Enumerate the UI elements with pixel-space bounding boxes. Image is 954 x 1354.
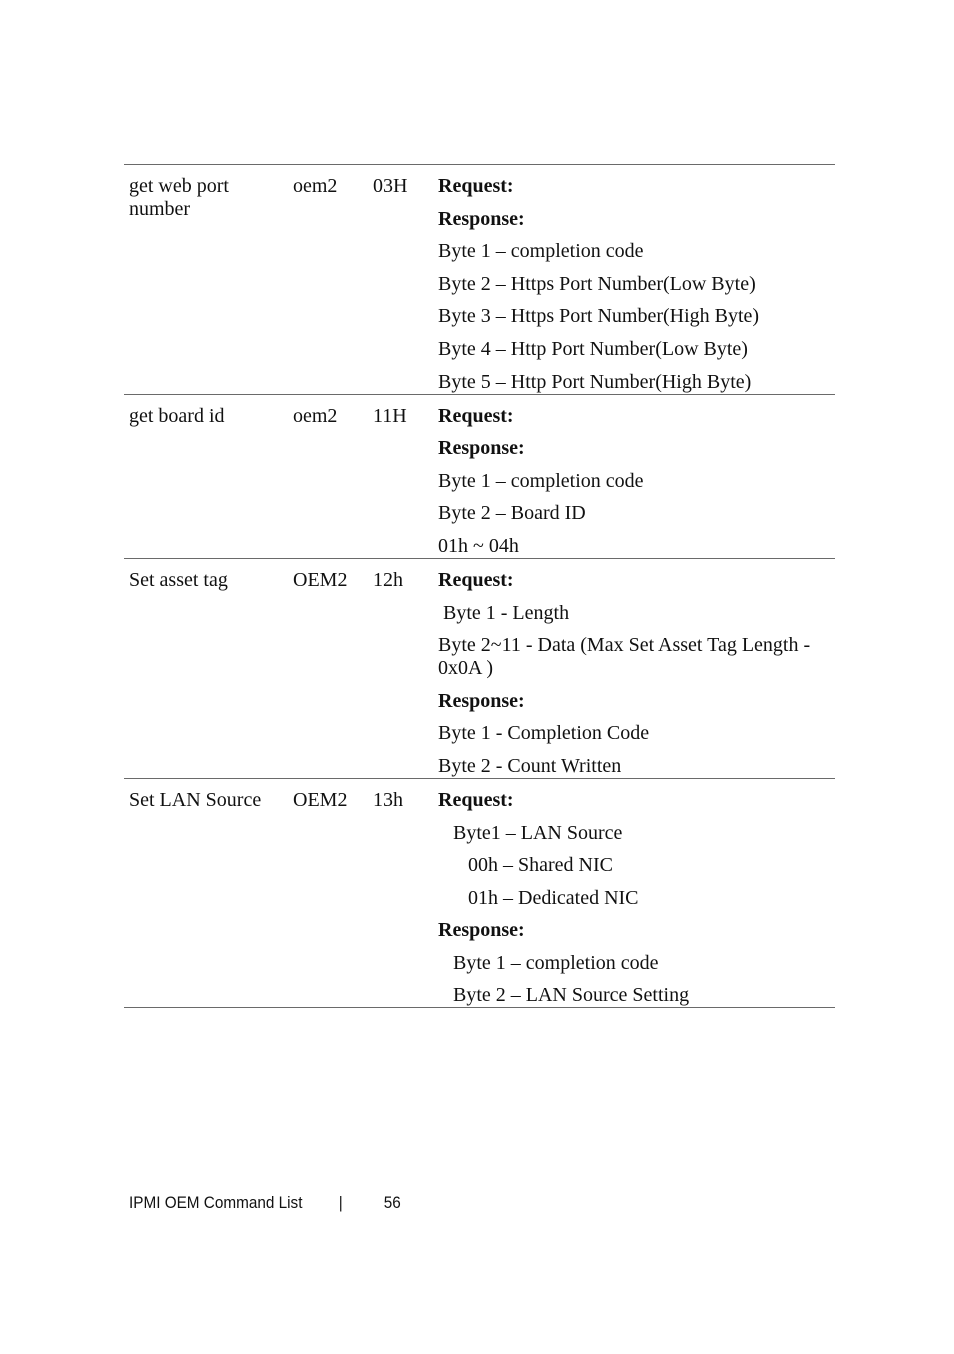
netfn-cell: oem2 xyxy=(293,175,338,197)
command-name: get board id xyxy=(129,404,225,427)
command-table xyxy=(124,164,835,1008)
netfn-cell: oem2 xyxy=(293,404,338,427)
section-heading: Request: xyxy=(438,404,514,427)
description-line: 01h ~ 04h xyxy=(438,534,519,557)
command-code-cell: 11H xyxy=(373,404,407,427)
description-cell xyxy=(438,395,835,558)
command-code-cell: 13h xyxy=(373,788,403,811)
netfn-cell: OEM2 xyxy=(293,788,348,811)
description-line: Byte 5 – Http Port Number(High Byte) xyxy=(438,370,752,393)
description-cell xyxy=(438,559,835,778)
description-line: Byte 1 – completion code xyxy=(438,951,659,974)
description-line: Byte 2~11 - Data (Max Set Asset Tag Length - 0x0A ) xyxy=(438,634,811,680)
description-line: Byte 2 - Count Written xyxy=(438,754,622,777)
description-line: Byte 1 – completion code xyxy=(438,469,644,492)
description-line: Byte 4 – Http Port Number(Low Byte) xyxy=(438,337,748,360)
command-name: Set asset tag xyxy=(129,568,228,591)
description-line: Byte1 – LAN Source xyxy=(438,821,623,844)
description-line: Byte 2 – LAN Source Setting xyxy=(438,984,690,1007)
section-heading: Response: xyxy=(438,689,525,712)
description-cell xyxy=(438,165,835,394)
table-row xyxy=(124,559,835,779)
command-name: Set LAN Source xyxy=(129,788,262,811)
command-code-cell: 12h xyxy=(373,568,403,591)
table-row xyxy=(124,395,835,559)
page-number: 56 xyxy=(383,1193,401,1212)
section-heading: Request: xyxy=(438,175,514,197)
description-line: Byte 1 - Completion Code xyxy=(438,722,650,745)
description-cell xyxy=(438,779,835,1008)
section-heading: Response: xyxy=(438,207,525,230)
command-code-cell: 03H xyxy=(373,175,408,197)
table-row xyxy=(124,165,835,395)
footer-title: IPMI OEM Command List xyxy=(129,1193,303,1212)
section-heading: Request: xyxy=(438,788,514,811)
description-line: Byte 2 – Https Port Number(Low Byte) xyxy=(438,272,756,295)
description-line: Byte 2 – Board ID xyxy=(438,502,586,525)
description-line: Byte 1 – completion code xyxy=(438,240,644,263)
section-heading: Response: xyxy=(438,919,525,942)
section-heading: Request: xyxy=(438,568,514,591)
table-row xyxy=(124,779,835,1009)
footer-separator: | xyxy=(338,1193,343,1212)
description-line: Byte 1 - Length xyxy=(438,601,570,624)
description-line: Byte 3 – Https Port Number(High Byte) xyxy=(438,305,760,328)
description-line: 01h – Dedicated NIC xyxy=(438,886,639,909)
description-line: 00h – Shared NIC xyxy=(438,854,613,877)
command-name: get web port number xyxy=(129,175,229,220)
netfn-cell: OEM2 xyxy=(293,568,348,591)
section-heading: Response: xyxy=(438,437,525,460)
